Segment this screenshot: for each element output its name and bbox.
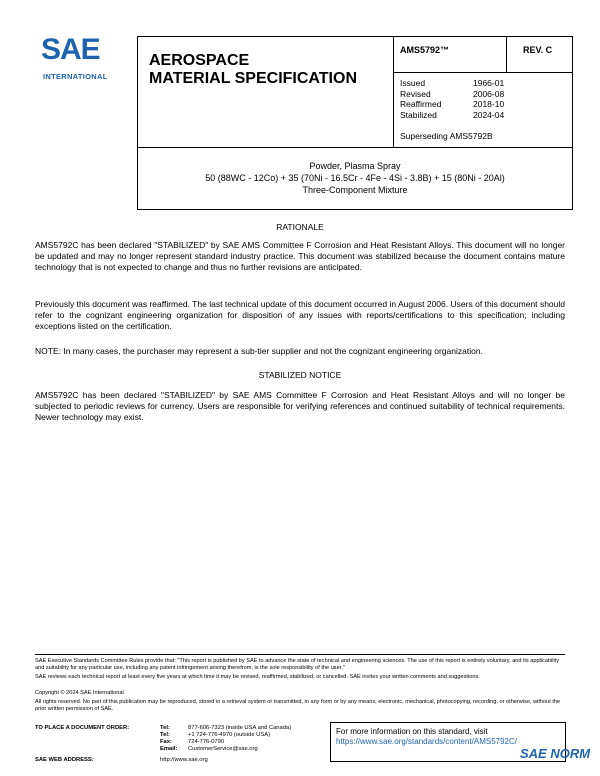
title-line-2: MATERIAL SPECIFICATION [149,70,357,87]
web-address-link[interactable]: http://www.sae.org [160,757,208,763]
subject-title [137,160,573,196]
order-label: TO PLACE A DOCUMENT ORDER: [35,725,130,731]
document-type-title [149,52,357,88]
date-row: Issued 1966-01 [400,78,505,88]
date-row: Reaffirmed 2018-10 [400,99,505,109]
divider [393,72,573,73]
divider [506,36,507,73]
stabilized-notice-paragraph: AMS5792C has been declared "STABILIZED" by SAE AMS Committee F Corrosion and Heat Resistant Alloys and will no longer be subjected to periodic reviews for currency. Users are responsible for verifying references and continued suitability of technical requirements. Newer technology may exist. [35,390,565,422]
sae-logo: SAE [41,33,100,66]
date-row: Stabilized 2024-04 [400,109,505,120]
date-row: Revised 2006-08 [400,88,505,99]
rationale-paragraph-1: AMS5792C has been declared "STABILIZED" by SAE AMS Committee F Corrosion and Heat Resistant Alloys. This document will no longer be updated and may no longer represent standard industry practice. This document was stabilized because the document contains mature technology that is not expected to change and thus no further revisions are anticipated. [35,240,565,272]
subject-line-3: Three-Component Mixture [302,185,408,195]
footer-rules-text: SAE Executive Standards Committee Rules provide that: "This report is published by SAE to advance the state of technical and engineering sciences. The use of this report is entirely voluntary, and its applicability and suitability for any particular use, including any patent infringement arising therefrom, is the sole responsibility of the user." [35,658,560,671]
title-line-1: AEROSPACE [149,52,250,69]
document-number: AMS5792™ [400,45,450,55]
revision-label: REV. C [523,45,553,55]
info-text: For more information on this standard, visit [336,727,488,736]
rationale-paragraph-2: Previously this document was reaffirmed. The last technical update of this document occurred in August 2006. Users of this document should refer to the cognizant engineering organization for disposition of any issues with reports/certifications to this specification; including exceptions listed on the certification. [35,299,565,331]
info-text-block [336,727,517,747]
date-table [400,78,504,120]
superseding-note: Superseding AMS5792B [400,131,493,141]
info-url-link[interactable]: https://www.sae.org/standards/content/AMS5792C/ [336,737,517,746]
footer-copyright: Copyright © 2024 SAE International [35,690,124,696]
rationale-heading: RATIONALE [276,222,324,232]
stabilized-notice-heading: STABILIZED NOTICE [258,370,342,380]
subject-line-1: Powder, Plasma Spray [309,161,401,171]
web-address-row [35,757,208,763]
footer-review-text: SAE reviews each technical report at least every five years at which time it may be revised, reaffirmed, stabilized, or cancelled. SAE invites your written comments and suggestions. [35,674,480,680]
watermark-logo: SAE NORM [520,746,591,761]
sae-logo-subtitle: INTERNATIONAL [43,72,108,81]
footer-divider [35,654,565,655]
email-link[interactable]: CustomerService@sae.org [188,746,258,752]
subject-line-2: 50 (88WC - 12Co) + 35 (70Ni - 16.5Cr - 4Fe - 4Si - 3.8B) + 15 (80Ni - 20Al) [205,173,505,183]
order-contact-block: TO PLACE A DOCUMENT ORDER: Tel: 877-606-7323 (inside USA and Canada) Tel: +1 724-776-4970 (outside USA) Fax: 724-776-0790 Email: CustomerService@sae.org [35,725,292,752]
note-paragraph: NOTE: In many cases, the purchaser may represent a sub-tier supplier and not the cognizant engineering organization. [35,346,483,356]
divider [393,36,394,148]
web-address-label: SAE WEB ADDRESS: [35,757,94,763]
footer-rights-text: All rights reserved. No part of this publication may be reproduced, stored in a retrieval system or transmitted, in any form or by any means, electronic, mechanical, photocopying, recording, or otherwise, without the prior written permission of SAE. [35,699,561,712]
